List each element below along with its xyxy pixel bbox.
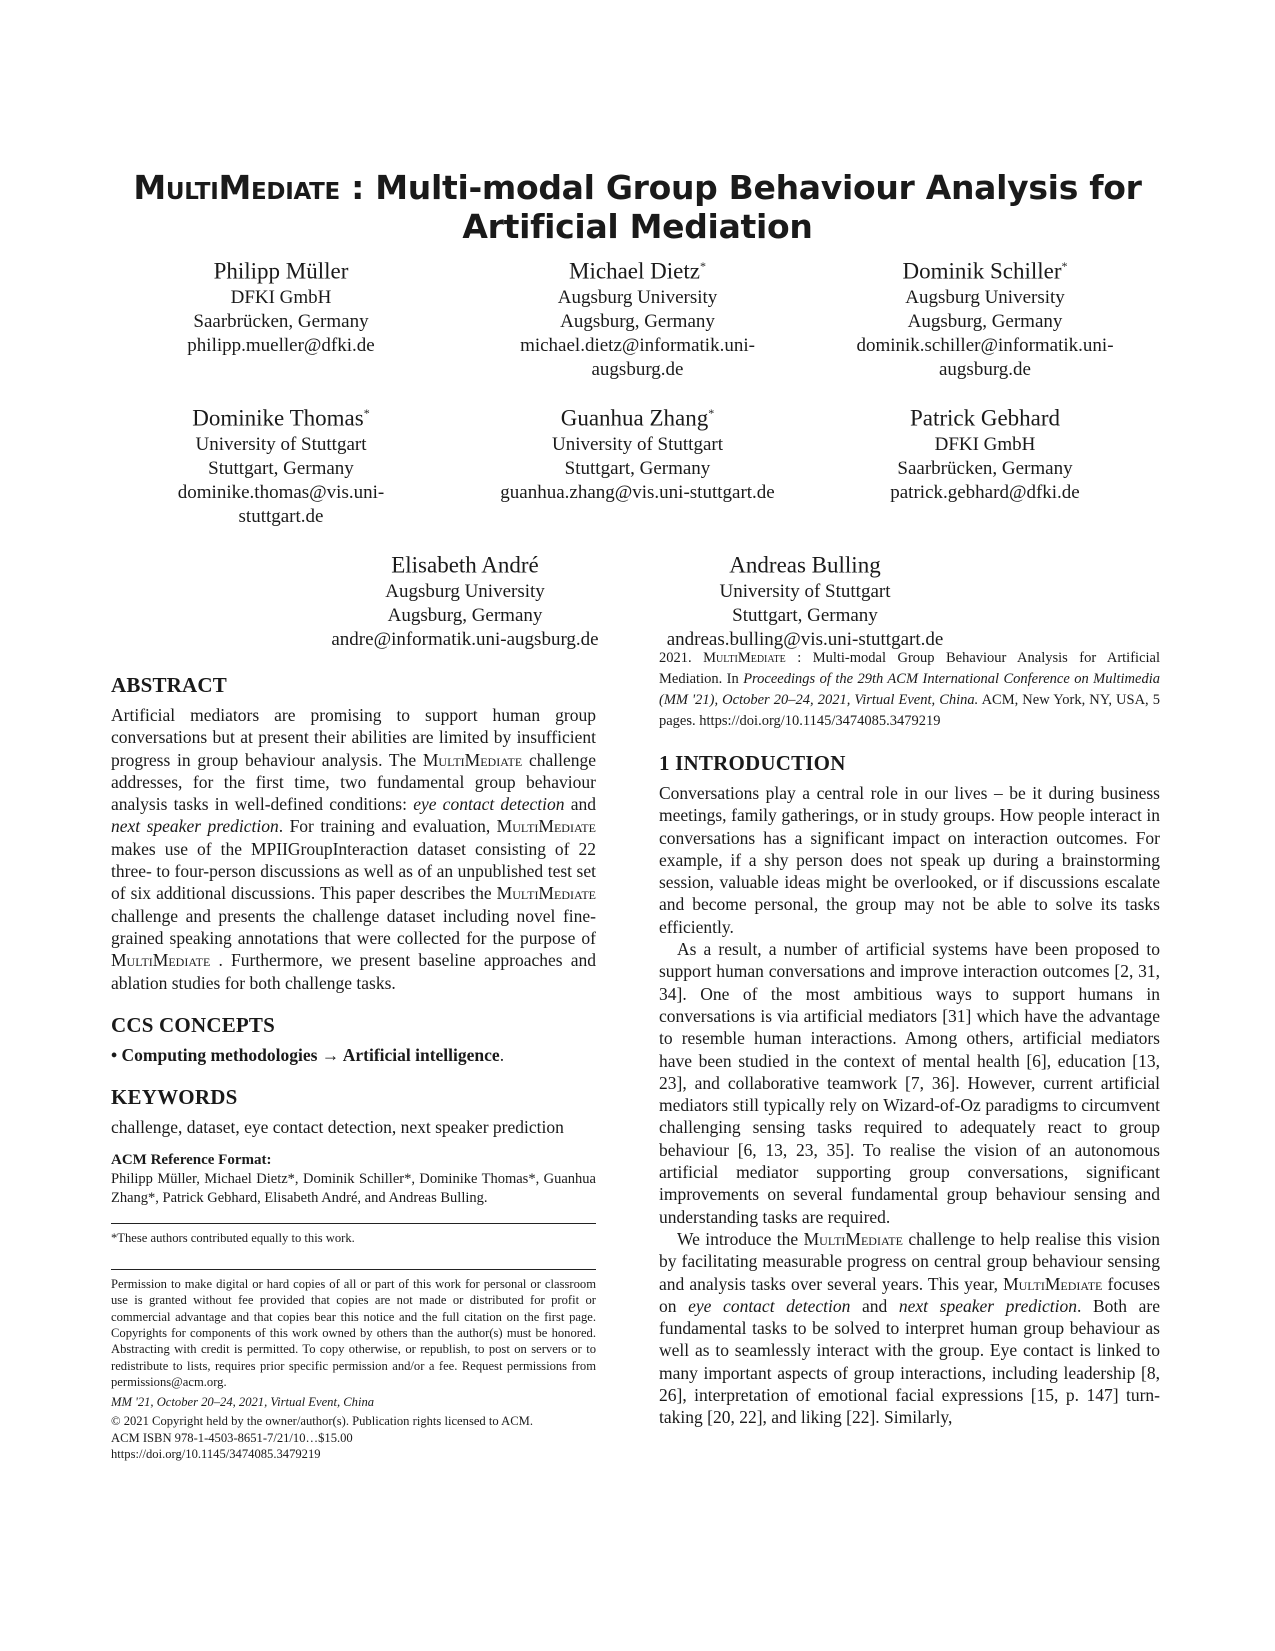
author-location: Saarbrücken, Germany [193, 310, 369, 332]
keywords-text: challenge, dataset, eye contact detection, next speaker prediction [111, 1117, 564, 1138]
author-affiliation: DFKI GmbH [230, 286, 332, 308]
intro-paragraph-2: As a result, a number of artificial systems have been proposed to support human conversations and improve interaction outcomes [2, 31, 34]. One of the most ambitious ways to support humans in conversations is via artificial mediators [31] which have the advantage to resemble human interactions. Among others, artificial mediators have been studied in the context of mental health [6], education [13, 23], and collaborative teamwork [7, 36]. However, current artificial mediators still typically rely on Wizard-of-Oz paradigms to circumvent challenging sensing tasks required to adequately react to group behaviour [6, 13, 23, 35]. To realise the vision of an autonomous artificial mediator supporting group conversations, significant improvements on several fundamental group behaviour sensing and understanding tasks are required. [659, 939, 1160, 1227]
acm-citation: 2021. MultiMediate : Multi-modal Group Behaviour Analysis for Artificial Mediation. In Proceedings of the 29th ACM International Conference on Multimedia (MM '21), October 20–24, 2021, Virtual Event, China. ACM, New York, NY, USA, 5 pages. https://doi.org/10.1145/3474085.3479219 [659, 650, 1160, 729]
author-affiliation: University of Stuttgart [552, 433, 723, 455]
author-email: philipp.mueller@dfki.de [187, 334, 375, 356]
intro-heading: 1 INTRODUCTION [659, 751, 846, 775]
author-block [820, 252, 1150, 382]
isbn-line: ACM ISBN 978-1-4503-8651-7/21/10…$15.00 [111, 1430, 353, 1445]
author-location: Augsburg, Germany [387, 604, 543, 626]
intro-paragraph-1: Conversations play a central role in our lives – be it during business meetings, family gatherings, or in study groups. How people interact in conversations has a significant impact on interaction outcomes. For example, if a shy person does not speak up during a brainstorming session, valuable ideas might be overlooked, or if discussions escalate and become personal, the group may not be able to solve its tasks efficiently. [659, 783, 1160, 937]
right-column [659, 648, 1160, 1429]
author-affiliation: Augsburg University [557, 286, 718, 308]
author-email: dominike.thomas@vis.uni- [177, 481, 385, 503]
author-name: Andreas Bulling [729, 552, 881, 578]
author-name: Elisabeth André [391, 552, 539, 578]
doi-link[interactable]: https://doi.org/10.1145/3474085.3479219 [111, 1446, 321, 1461]
ccs-concepts: • Computing methodologies → Artificial intelligence. [111, 1044, 505, 1065]
venue-line: MM '21, October 20–24, 2021, Virtual Event, China [111, 1394, 375, 1409]
author-location: Stuttgart, Germany [564, 457, 711, 479]
author-affiliation: University of Stuttgart [195, 433, 367, 455]
author-email-cont: stuttgart.de [238, 505, 324, 527]
title-brand: MultiMediate [133, 168, 340, 207]
author-name: Dominike Thomas* [192, 405, 370, 431]
author-location: Augsburg, Germany [560, 310, 715, 332]
author-block [820, 399, 1150, 505]
author-email: andreas.bulling@vis.uni-stuttgart.de [666, 628, 944, 650]
title-text: : Multi-modal Group Behaviour Analysis for Artificial Mediation [339, 168, 1142, 246]
ccs-heading: CCS CONCEPTS [111, 1012, 276, 1037]
footnote: *These authors contributed equally to this work. [111, 1231, 355, 1246]
author-affiliation: Augsburg University [905, 286, 1065, 308]
left-column [111, 672, 596, 1462]
author-block [635, 546, 975, 652]
author-block [455, 399, 820, 505]
author-block [131, 252, 431, 358]
author-affiliation: Augsburg University [385, 580, 545, 602]
author-location: Augsburg, Germany [907, 310, 1063, 332]
author-email: michael.dietz@informatik.uni- [520, 334, 755, 356]
paper-title [60, 168, 1215, 246]
author-email: guanhua.zhang@vis.uni-stuttgart.de [500, 481, 775, 503]
keywords-heading: KEYWORDS [111, 1085, 238, 1110]
author-email: dominik.schiller@informatik.uni- [856, 334, 1114, 356]
author-name: Dominik Schiller* [902, 258, 1068, 284]
author-name: Guanhua Zhang* [560, 405, 715, 431]
author-email: andre@informatik.uni-augsburg.de [331, 628, 599, 650]
author-email-cont: augsburg.de [939, 358, 1031, 380]
abstract-text: Artificial mediators are promising to support human group conversations but at present their abilities are limited by insufficient progress in group behaviour analysis. The MultiMediate challenge addresses, for the first time, two fundamental group behaviour analysis tasks in well-defined conditions: eye contact detection and next speaker prediction. For training and evaluation, MultiMediate makes use of the MPIIGroupInteraction dataset consisting of 22 three- to four-person discussions as well as of an unpublished test set of six additional discussions. This paper describes the MultiMediate challenge and presents the challenge dataset including novel fine-grained speaking annotations that were collected for the purpose of MultiMediate . Furthermore, we present baseline approaches and ablation studies for both challenge tasks. [111, 705, 596, 993]
author-affiliation: DFKI GmbH [934, 433, 1036, 455]
author-block [131, 399, 431, 529]
author-location: Stuttgart, Germany [208, 457, 354, 479]
reference-format-heading: ACM Reference Format: [111, 1152, 272, 1169]
permission-text: Permission to make digital or hard copies of all or part of this work for personal or classroom use is granted without fee provided that copies are not made or distributed for profit or commercial advantage and that copies bear this notice and the full citation on the first page. Copyrights for components of this work owned by others than the author(s) must be honored. Abstracting with credit is permitted. To copy otherwise, or republish, to post on servers or to redistribute to lists, requires prior specific permission and/or a fee. Request permissions from permissions@acm.org. [111, 1276, 596, 1390]
author-name: Michael Dietz* [569, 258, 706, 284]
author-block [295, 546, 635, 652]
intro-paragraph-3: We introduce the MultiMediate challenge to help realise this vision by facilitating measurable progress on central group behaviour sensing and analysis tasks over several years. This year, MultiMediate focuses on eye contact detection and next speaker prediction. Both are fundamental tasks to be solved to interpret human group behaviour as well as to seamlessly interact with the group. Eye contact is linked to many important aspects of group interactions, including leadership [8, 26], interpretation of emotional facial expressions [15, p. 147] turn-taking [20, 22], and liking [22]. Similarly, [659, 1228, 1160, 1428]
author-location: Saarbrücken, Germany [897, 457, 1073, 479]
reference-format [111, 1151, 596, 1208]
author-block [455, 252, 820, 382]
author-affiliation: University of Stuttgart [719, 580, 891, 602]
author-email-cont: augsburg.de [591, 358, 684, 380]
permission-block [111, 1269, 596, 1462]
author-name: Philipp Müller [213, 258, 349, 284]
reference-format-authors: Philipp Müller, Michael Dietz*, Dominik Schiller*, Dominike Thomas*, Guanhua Zhang*, Patrick Gebhard, Elisabeth André, and Andreas Bulling. [111, 1171, 596, 1207]
footnote-rule [111, 1223, 596, 1246]
author-name: Patrick Gebhard [909, 405, 1061, 431]
author-email: patrick.gebhard@dfki.de [890, 481, 1080, 503]
author-location: Stuttgart, Germany [732, 604, 878, 626]
abstract-heading: ABSTRACT [111, 673, 227, 697]
copyright-line: © 2021 Copyright held by the owner/author(s). Publication rights licensed to ACM. [111, 1414, 533, 1429]
